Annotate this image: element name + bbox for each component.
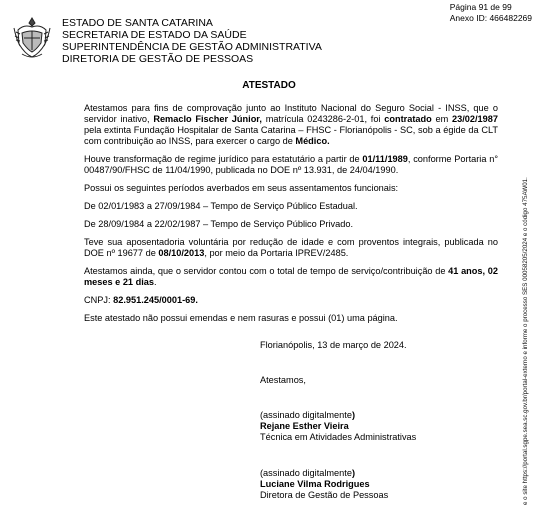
place-date: Florianópolis, 13 de março de 2024. [260,340,407,350]
digital-signature-note [260,468,388,479]
closing-line: Atestamos, [260,375,306,385]
paragraph-period-2: De 28/09/1984 a 22/02/1987 – Tempo de Serviço Público Privado. [84,219,354,229]
annex-id: Anexo ID: 466482269 [449,13,532,23]
text: Atestamos para fins de comprovação junto ao Instituto Nacional do Seguro Social - INSS, que o servidor inativo, [84,103,498,124]
text: ) [351,410,355,420]
text: (assinado digitalmente [260,410,352,420]
signer-name [260,479,388,490]
document-title: ATESTADO [242,80,296,91]
paragraph-periods-intro: Possui os seguintes períodos averbados em seus assentamentos funcionais: [84,183,399,193]
paragraph-total-time [84,266,498,288]
paragraph-cnpj [84,295,498,306]
signer-role: Diretora de Gestão de Pessoas [260,490,389,500]
text: Luciane Vilma Rodrigues [260,479,370,489]
signature-block-2 [260,468,388,501]
cnpj-value: 82.951.245/0001-69. [113,295,198,305]
text: (assinado digitalmente [260,468,352,478]
header-superintendence: SUPERINTENDÊNCIA DE GESTÃO ADMINISTRATIVA [62,41,322,53]
server-name: Remaclo Fischer Júnior, [153,114,262,124]
cnpj-label: CNPJ: [84,295,114,305]
text: pela extinta Fundação Hospitalar de Santa Catarina – FHSC - Florianópolis - SC, sob a égide da CLT com contribuição ao INSS, para exercer o cargo de [84,125,498,146]
paragraph-retirement [84,237,498,259]
state-coat-of-arms-icon [12,14,52,60]
header-directorate: DIRETORIA DE GESTÃO DE PESSOAS [62,53,254,65]
digital-signature-note [260,410,416,421]
page-number: Página 91 de 99 [449,2,512,12]
text: Teve sua aposentadoria voluntária por redução de idade e com proventos integrais, publicada no DOE nº 19677 de [84,237,498,258]
signer-name [260,421,416,432]
signature-block-1 [260,410,416,443]
retirement-date: 08/10/2013 [158,248,205,258]
text: , por meio da Portaria IPREV/2485. [204,248,349,258]
job-title: Médico. [295,136,330,146]
contract-date: 23/02/1987 [452,114,498,124]
text: em [431,114,453,124]
text: Houve transformação de regime jurídico para estatutário a partir de [84,154,363,164]
total-time: 41 anos, 02 meses e 21 dias [84,266,498,287]
paragraph-no-erasures: Este atestado não possui emendas e nem rasuras e possui (01) uma página. [84,313,398,323]
document-body [84,103,498,331]
header-secretariat: SECRETARIA DE ESTADO DA SAÚDE [62,29,247,41]
page-info [450,2,532,24]
header-state: ESTADO DE SANTA CATARINA [62,17,213,29]
text: matrícula 0243286-2-01, foi [261,114,385,124]
text: Rejane Esther Vieira [260,421,349,431]
text: , conforme Portaria n° 00487/90/FHSC de 11/04/1990, publicada no DOE nº 13.931, de 24/04/1990. [84,154,498,175]
contract-word: contratado [384,114,432,124]
text: . [153,277,157,287]
text: Atestamos ainda, que o servidor contou com o total de tempo de serviço/contribuição de [84,266,449,276]
regime-date: 01/11/1989 [362,154,408,164]
paragraph-period-1: De 02/01/1983 a 27/09/1984 – Tempo de Serviço Público Estadual. [84,201,358,211]
paragraph-contract [84,103,498,147]
verification-side-note: e o site https://portal.sgpe.sea.sc.gov.br/portal-externo e informe o processo SES 00058205/2024 e o código 475AW01. [522,177,529,505]
letterhead [62,17,322,65]
signer-role: Técnica em Atividades Administrativas [260,432,417,442]
text: ) [351,468,355,478]
paragraph-regime [84,154,498,176]
